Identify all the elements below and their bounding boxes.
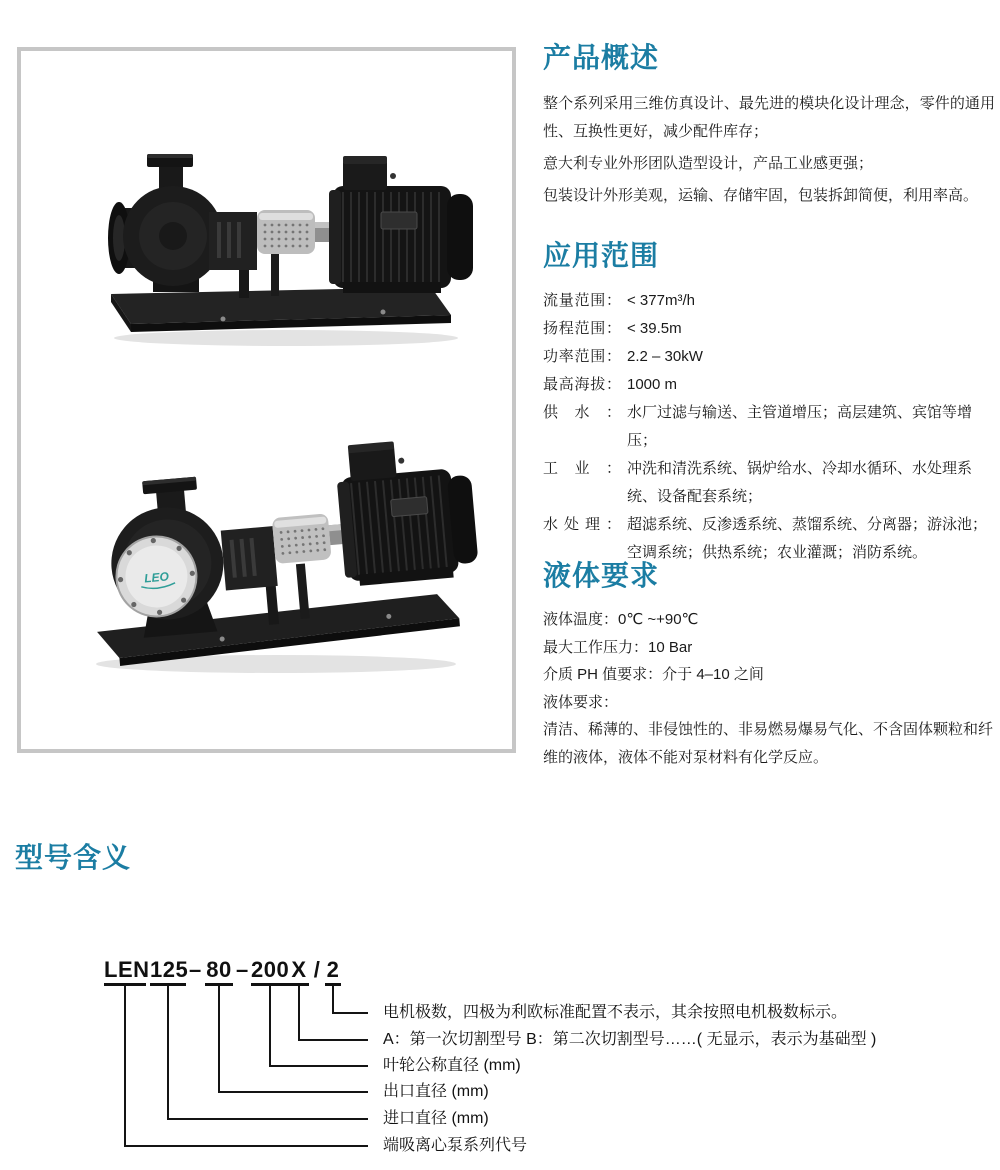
application-item-label: 功率范围： — [543, 348, 621, 365]
application-heading: 应用范围 — [543, 240, 660, 271]
model-code-segment: 2 — [325, 957, 341, 986]
pump-photo-angled-view — [66, 426, 486, 681]
model-description: 进口直径 (mm) — [383, 1110, 489, 1127]
application-item-text: 超滤系统、反渗透系统、蒸馏系统、分离器；游泳池；空调系统；供热系统；农业灌溉；消防系统。 — [627, 516, 988, 561]
model-code-segment: X — [289, 957, 309, 986]
model-description: A：第一次切割型号 B：第二次切割型号……( 无显示，表示为基础型 ) — [383, 1031, 877, 1048]
application-item-label: 水处理： — [543, 516, 621, 533]
leo-logo: LEO — [143, 569, 170, 586]
liquid-line: 液体温度：0℃ ~+90℃ — [543, 611, 699, 628]
application-item — [543, 371, 995, 399]
pump-photo-side-view — [81, 126, 481, 351]
model-description: 出口直径 (mm) — [383, 1083, 489, 1100]
application-item-text: < 377m³/h — [627, 292, 695, 309]
application-item — [543, 287, 995, 315]
liquid-lines — [543, 606, 995, 771]
model-description: 电机极数，四极为利欧标准配置不表示，其余按照电机极数标示。 — [383, 1004, 848, 1021]
model-code-segment: 125 — [150, 957, 186, 986]
application-item-text: 1000 m — [627, 376, 678, 393]
model-code-segment: LEN — [104, 957, 146, 986]
section-product-overview — [543, 42, 995, 214]
liquid-line: 液体要求： — [543, 693, 619, 711]
application-item-label: 供 水 ： — [543, 404, 621, 421]
model-description: 端吸离心泵系列代号 — [383, 1137, 528, 1154]
application-item — [543, 511, 995, 567]
overview-heading: 产品概述 — [543, 42, 660, 73]
application-item-label: 最高海拔： — [543, 376, 621, 393]
application-item — [543, 455, 995, 511]
model-heading: 型号含义 — [15, 842, 132, 873]
model-code-segment: 200 — [251, 957, 289, 986]
overview-paragraph: 整个系列采用三维仿真设计、最先进的模块化设计理念，零件的通用性、互换性更好，减少配件库存； — [543, 95, 995, 140]
application-item-label: 工 业 ： — [543, 460, 621, 477]
application-item — [543, 343, 995, 371]
model-code-separator: – — [236, 957, 249, 982]
liquid-line: 清洁、稀薄的、非侵蚀性的、非易燃易爆易气化、不含固体颗粒和纤维的液体，液体不能对泵材料有化学反应。 — [543, 721, 994, 766]
overview-paragraphs — [543, 90, 995, 210]
overview-paragraph: 意大利专业外形团队造型设计，产品工业感更强； — [543, 155, 874, 172]
model-code-segment: 80 — [205, 957, 233, 986]
application-item — [543, 315, 995, 343]
section-liquid-requirements — [543, 560, 995, 771]
product-photo-panel — [17, 47, 516, 753]
model-code-separator: / — [313, 957, 321, 982]
application-item-text: 冲洗和清洗系统、锅炉给水、冷却水循环、水处理系统、设备配套系统； — [627, 460, 973, 505]
application-item-text: 水厂过滤与输送、主管道增压；高层建筑、宾馆等增压； — [627, 404, 973, 449]
overview-paragraph: 包装设计外形美观，运输、存储牢固，包装拆卸简便，利用率高。 — [543, 187, 979, 204]
application-item-label: 扬程范围： — [543, 320, 621, 337]
section-application-range — [543, 240, 995, 567]
application-item-label: 流量范围： — [543, 292, 621, 309]
application-item-text: 2.2 – 30kW — [627, 348, 703, 365]
model-description: 叶轮公称直径 (mm) — [383, 1057, 521, 1074]
model-code-separator: – — [189, 957, 202, 982]
liquid-line: 最大工作压力：10 Bar — [543, 638, 693, 656]
liquid-heading: 液体要求 — [543, 560, 660, 591]
application-items — [543, 287, 995, 567]
application-item — [543, 399, 995, 455]
application-item-text: < 39.5m — [627, 320, 682, 337]
liquid-line: 介质 PH 值要求：介于 4–10 之间 — [543, 666, 764, 683]
